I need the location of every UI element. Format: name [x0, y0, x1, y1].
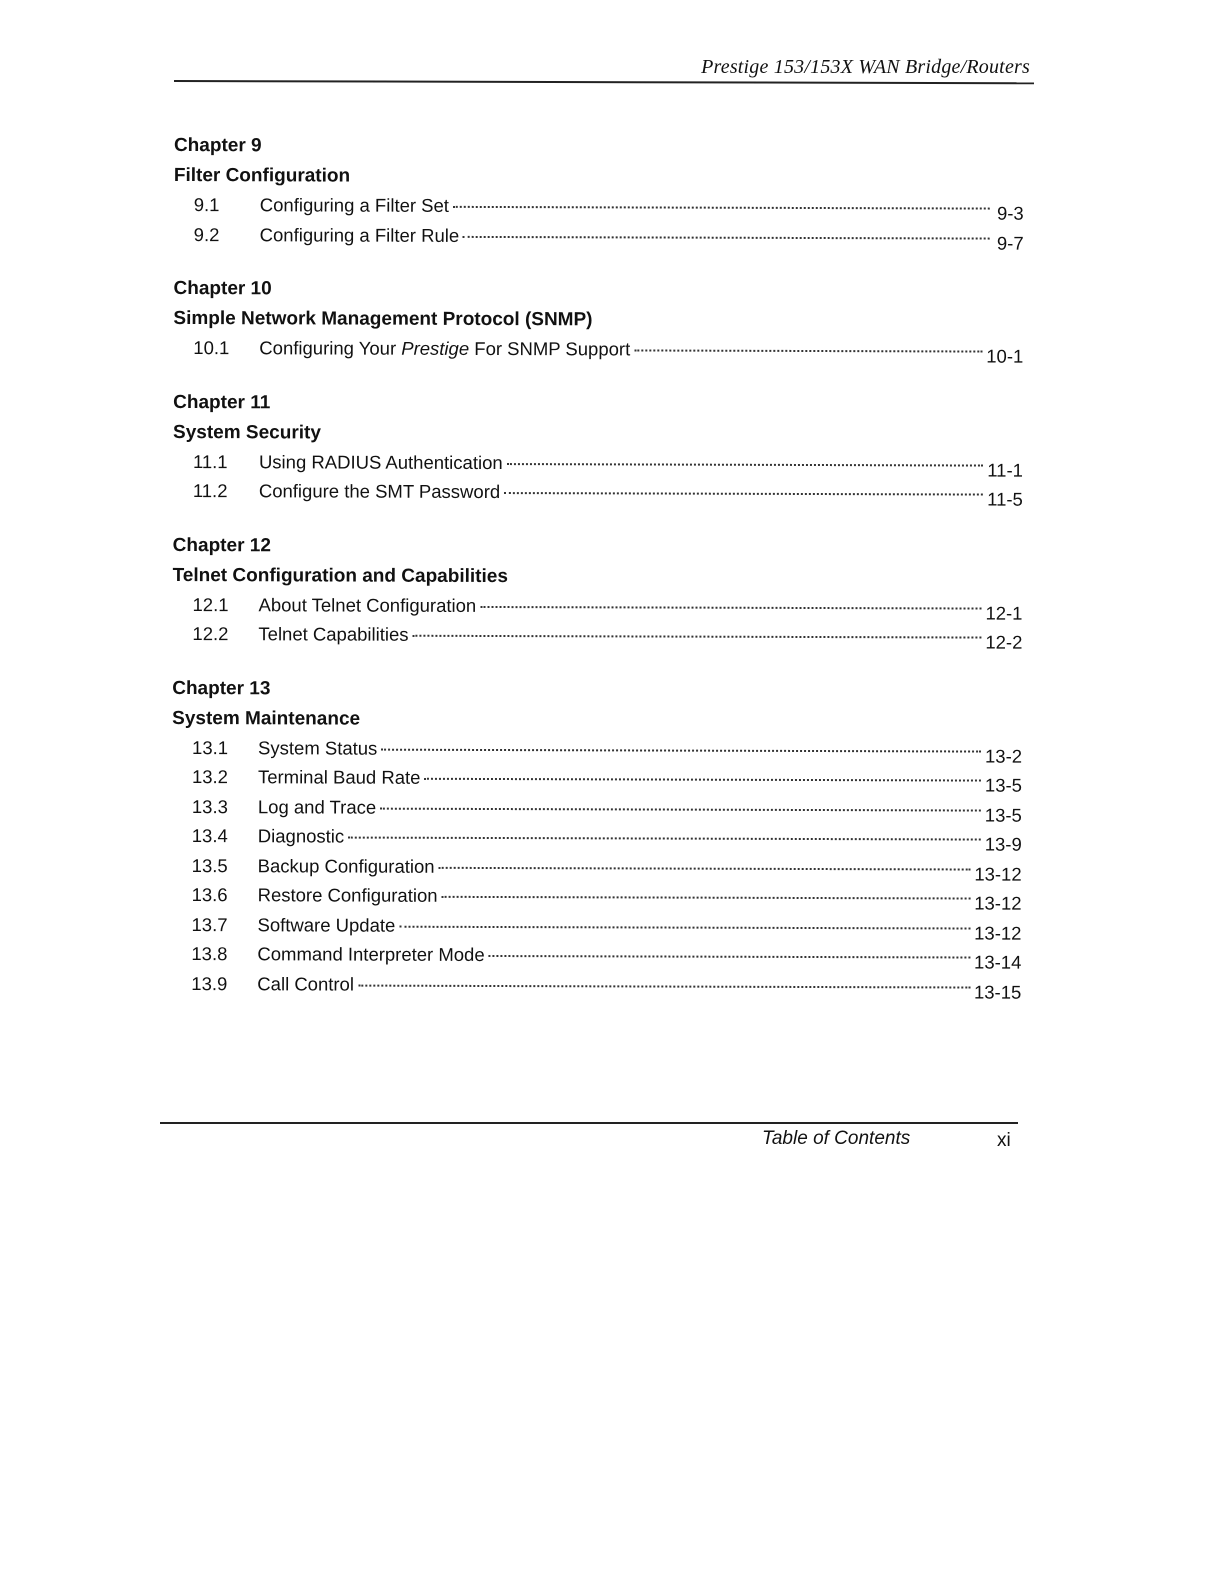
chapter-13: [171, 674, 1032, 1004]
dot-leader: [424, 778, 980, 782]
chapter-label: Chapter 12: [172, 534, 271, 556]
footer-section-title: Table of Contents: [762, 1128, 911, 1149]
entry-title: Configure the SMT Password: [258, 480, 501, 503]
entry-title: Command Interpreter Mode: [257, 943, 485, 965]
entry-number: 13.1: [192, 736, 229, 758]
toc-entry[interactable]: [171, 972, 1031, 1004]
chapter-title: Filter Configuration: [173, 164, 351, 187]
toc-entry[interactable]: [174, 223, 1034, 255]
toc-entry[interactable]: [173, 450, 1033, 482]
entry-page: 11-5: [987, 488, 1023, 510]
entry-page: 9-7: [996, 232, 1024, 254]
entry-number: 13.6: [191, 884, 228, 906]
entry-number: 13.8: [191, 943, 228, 965]
entry-title-post: For SNMP Support: [469, 337, 631, 360]
entry-page: 12-1: [985, 602, 1023, 624]
entry-number: 12.1: [192, 593, 229, 615]
dot-leader: [453, 206, 990, 210]
dot-leader: [358, 984, 970, 988]
toc-entry[interactable]: [172, 623, 1032, 655]
chapter-title: System Security: [173, 421, 321, 443]
dot-leader: [634, 349, 982, 352]
dot-leader: [489, 955, 970, 959]
entry-title: Log and Trace: [257, 795, 377, 818]
dot-leader: [504, 492, 983, 496]
toc-entry[interactable]: [172, 854, 1032, 886]
entry-page: 10-1: [986, 345, 1024, 367]
entry-page: 13-9: [984, 833, 1022, 855]
toc-entry[interactable]: [173, 337, 1033, 369]
toc-entry[interactable]: [174, 194, 1034, 226]
entry-title: Telnet Capabilities: [258, 623, 409, 645]
chapter-10: [173, 275, 1033, 369]
entry-number: 10.1: [193, 337, 230, 359]
footer-page-number: xi: [997, 1130, 1011, 1151]
entry-title: Backup Configuration: [257, 854, 435, 877]
dot-leader: [399, 925, 970, 929]
toc-entry[interactable]: [171, 943, 1031, 975]
entry-number: 13.3: [191, 795, 228, 817]
entry-page: 13-12: [974, 863, 1022, 885]
dot-leader: [463, 235, 990, 239]
entry-page: 13-12: [974, 922, 1022, 944]
dot-leader: [413, 635, 982, 639]
entry-page: 13-14: [974, 951, 1022, 973]
entry-page: 9-3: [996, 202, 1024, 224]
running-header: Prestige 153/153X WAN Bridge/Routers: [701, 56, 1030, 78]
entry-title: System Status: [258, 736, 378, 759]
chapter-label: Chapter 9: [173, 134, 262, 157]
entry-number: 11.1: [192, 450, 228, 472]
entry-number: 11.2: [192, 480, 228, 502]
toc-entry[interactable]: [173, 480, 1033, 512]
chapter-title: Telnet Configuration and Capabilities: [172, 564, 508, 587]
entry-number: 13.7: [191, 913, 228, 935]
entry-number: 9.1: [193, 194, 220, 216]
footer-rule: [160, 1122, 1018, 1124]
entry-title: About Telnet Configuration: [258, 593, 477, 616]
entry-page: 13-15: [973, 981, 1022, 1003]
chapter-label: Chapter 11: [173, 391, 271, 413]
chapter-label: Chapter 13: [172, 677, 271, 699]
toc-entry[interactable]: [171, 913, 1031, 945]
entry-page: 13-2: [984, 745, 1023, 767]
entry-page: 12-2: [985, 631, 1023, 653]
entry-number: 13.4: [191, 825, 228, 847]
entry-number: 13.9: [191, 972, 228, 994]
toc-entry[interactable]: [172, 825, 1032, 857]
chapter-title: Simple Network Management Protocol (SNMP): [173, 307, 593, 331]
chapter-label: Chapter 10: [173, 277, 272, 300]
toc-entry[interactable]: [172, 884, 1032, 916]
entry-title-emphasis: Prestige: [401, 337, 470, 359]
entry-title: Restore Configuration: [257, 884, 438, 906]
entry-title: Call Control: [257, 972, 355, 995]
entry-page: 13-5: [984, 804, 1022, 826]
dot-leader: [480, 605, 981, 609]
entry-title: Using RADIUS Authentication: [258, 450, 503, 473]
chapter-title: System Maintenance: [172, 707, 361, 730]
dot-leader: [380, 807, 981, 811]
header-rule: [174, 80, 1034, 84]
entry-page: 11-1: [987, 459, 1023, 481]
chapter-11: [173, 388, 1033, 512]
entry-title-pre: Configuring Your: [259, 337, 402, 359]
dot-leader: [442, 896, 971, 900]
entry-number: 12.2: [192, 623, 229, 645]
entry-title: Diagnostic: [257, 825, 345, 847]
dot-leader: [348, 837, 981, 841]
entry-title: Configuring a Filter Rule: [259, 223, 460, 246]
entry-title: Configuring a Filter Set: [259, 194, 450, 216]
toc-entry[interactable]: [172, 593, 1032, 625]
toc-entry[interactable]: [172, 766, 1032, 798]
entry-number: 13.5: [191, 854, 228, 876]
dot-leader: [439, 866, 971, 870]
entry-title: Software Update: [257, 913, 396, 936]
entry-page: 13-12: [974, 892, 1022, 914]
entry-number: 13.2: [191, 766, 229, 788]
entry-number: 9.2: [193, 223, 220, 245]
dot-leader: [507, 463, 984, 466]
toc-entry[interactable]: [172, 795, 1032, 827]
table-of-contents: [171, 132, 1034, 1027]
dot-leader: [381, 748, 981, 752]
chapter-12: [172, 531, 1032, 655]
entry-title: Terminal Baud Rate: [257, 766, 421, 788]
entry-page: 13-5: [984, 774, 1022, 796]
entry-title: [259, 337, 630, 360]
toc-entry[interactable]: [172, 736, 1032, 768]
chapter-9: [174, 132, 1034, 256]
